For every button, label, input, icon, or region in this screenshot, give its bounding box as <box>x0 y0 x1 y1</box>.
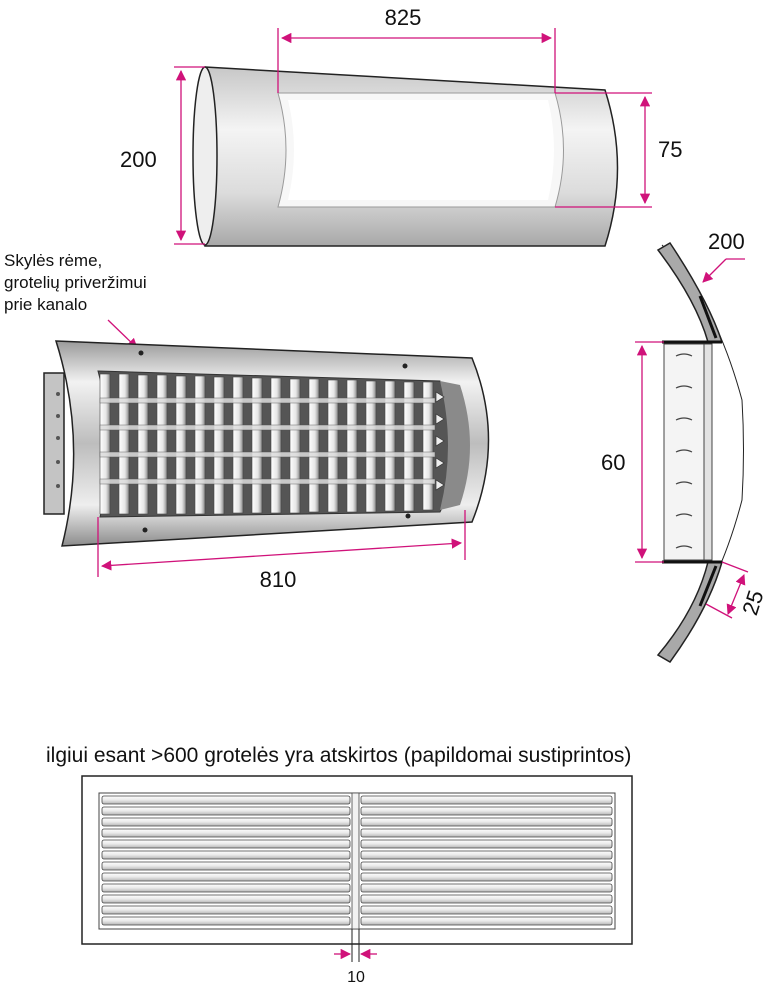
grille-length-label: 810 <box>259 567 297 592</box>
grille-perspective <box>44 341 489 546</box>
note-line-3: prie kanalo <box>4 295 88 314</box>
top-height-label: 200 <box>120 147 157 172</box>
gap-width-label: 10 <box>347 969 365 986</box>
side-depth-label: 25 <box>737 587 769 619</box>
hole-note <box>4 251 147 348</box>
front-view-grille <box>82 776 632 944</box>
side-radius-label: 200 <box>708 229 745 254</box>
dimension-200-radius <box>703 229 745 282</box>
note-line-2: grotelių priveržimui <box>4 273 147 292</box>
side-height-label: 60 <box>601 450 626 475</box>
side-section <box>658 243 744 662</box>
caption-text: ilgiui esant >600 grotelės yra atskirtos (papildomai sustiprintos) <box>46 744 632 767</box>
cylinder-view <box>193 67 618 246</box>
top-opening-label: 75 <box>658 137 683 162</box>
note-line-1: Skylės rėme, <box>4 251 103 270</box>
dimension-60 <box>601 342 664 562</box>
top-length-label: 825 <box>384 5 422 30</box>
